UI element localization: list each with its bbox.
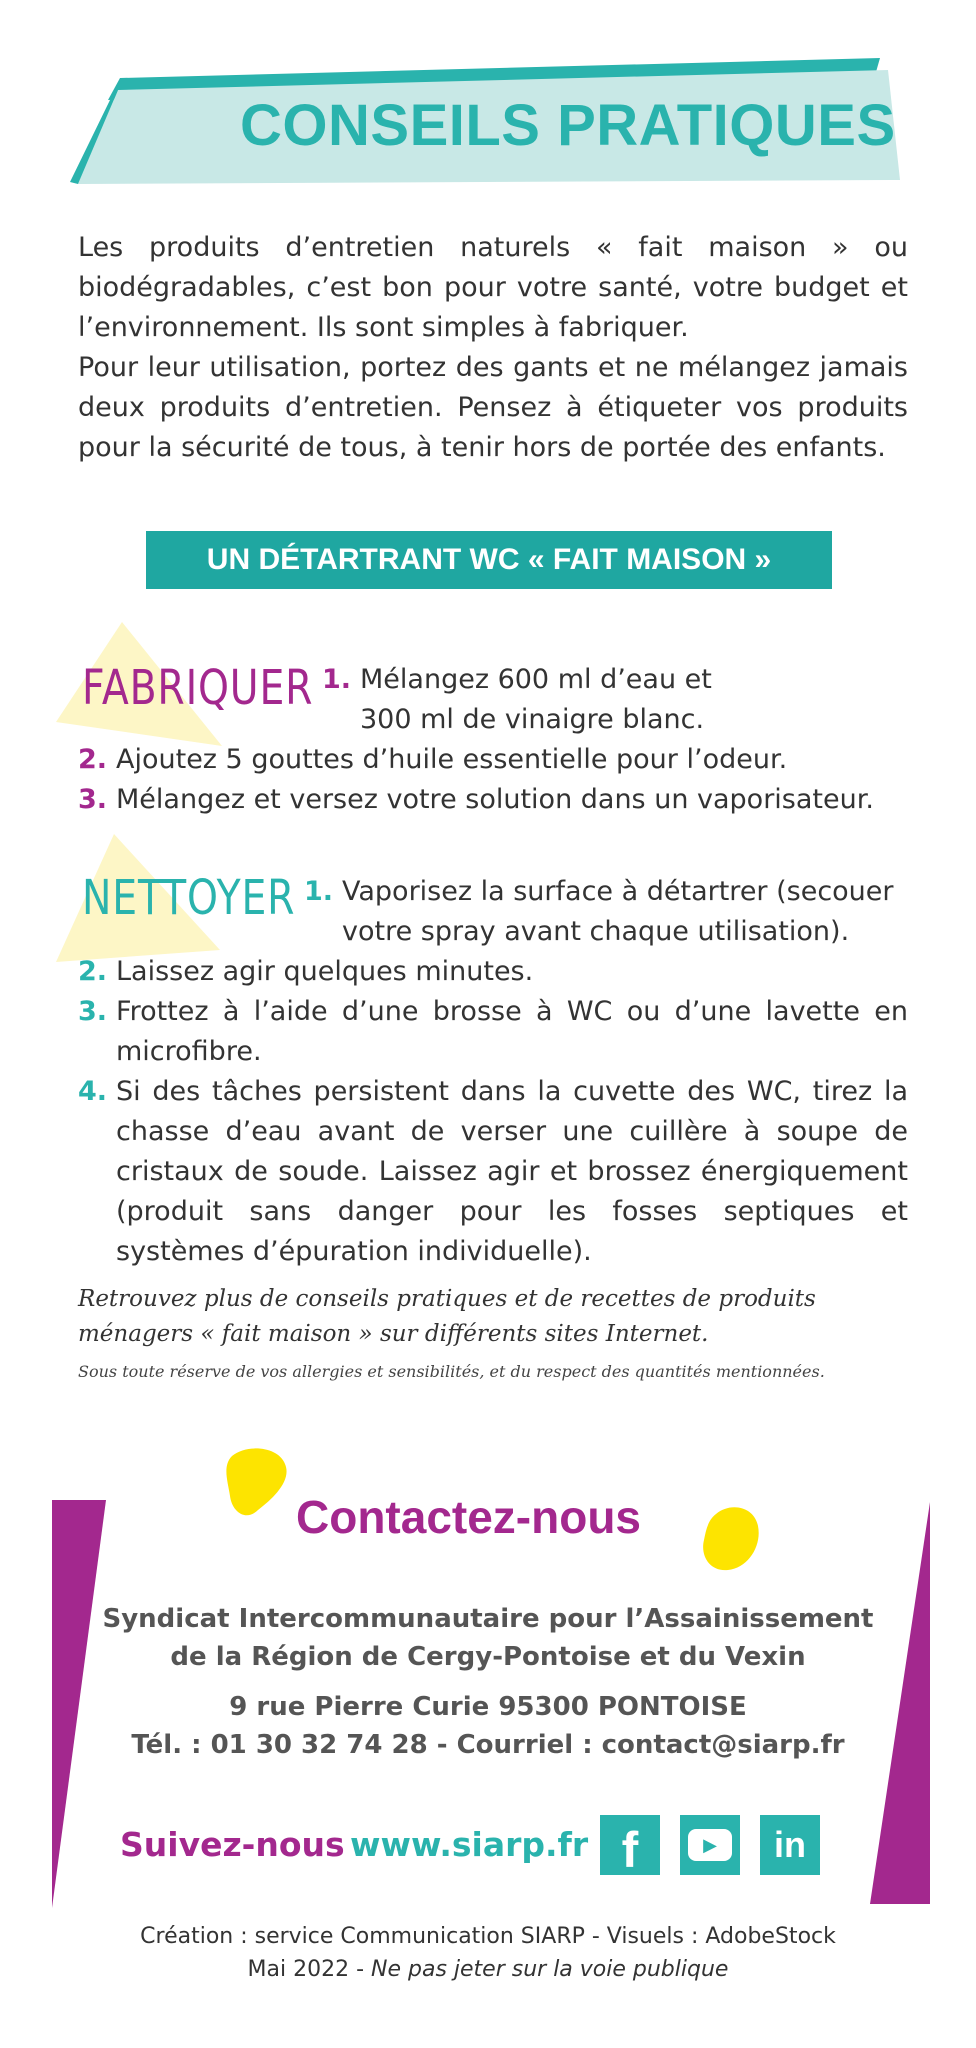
contact-details — [100, 1688, 876, 1764]
contact-title: Contactez-nous — [296, 1491, 641, 1543]
facebook-glyph: f — [621, 1822, 639, 1878]
follow-us-label: Suivez-nous — [120, 1825, 345, 1864]
more-info-note: Retrouvez plus de conseils pratiques et de recettes de produits ménagers « fait maison » sur différents sites Internet. — [78, 1286, 816, 1347]
step-text-line1: Vaporisez la surface à détartrer (secouer — [342, 876, 894, 907]
youtube-glyph: ▶ — [703, 1834, 717, 1856]
nettoyer-heading: NETTOYER — [82, 870, 296, 926]
step-number: 1. — [304, 876, 334, 907]
recipe-title: UN DÉTARTRANT WC « FAIT MAISON » — [206, 543, 772, 576]
intro-text — [78, 228, 908, 468]
fabriquer-step-1-continued — [360, 700, 880, 740]
fabriquer-step-2 — [78, 740, 918, 780]
step-number: 1. — [322, 664, 352, 695]
date-notice-line — [80, 1953, 896, 1986]
disclaimer-note: Sous toute réserve de vos allergies et sensibilités, et du respect des quantités mentionnées. — [78, 1362, 825, 1381]
address: 9 rue Pierre Curie 95300 PONTOISE — [229, 1692, 747, 1722]
nettoyer-step-4 — [78, 1072, 908, 1272]
publication-date: Mai 2022 - — [247, 1957, 372, 1982]
linkedin-icon[interactable] — [760, 1815, 820, 1875]
step-text-line2: votre spray avant chaque utilisation). — [342, 916, 850, 947]
step-text: Laissez agir quelques minutes. — [116, 956, 534, 987]
step-text-line1: Mélangez 600 ml d’eau et — [360, 664, 712, 695]
youtube-badge — [688, 1829, 732, 1861]
youtube-icon[interactable] — [680, 1815, 740, 1875]
step-number: 4. — [78, 1076, 108, 1107]
step-number: 3. — [78, 996, 108, 1027]
intro-paragraph-2: Pour leur utilisation, portez des gants et ne mélangez jamais deux produits d’entretien. Pensez à étiqueter vos produits pour la sécurité de tous, à tenir hors de portée des enfants. — [78, 352, 908, 463]
website-link[interactable]: www.siarp.fr — [350, 1825, 589, 1864]
nettoyer-step-1 — [304, 872, 904, 912]
step-number: 3. — [78, 784, 108, 815]
fabriquer-step-3 — [78, 780, 938, 820]
nettoyer-step-3 — [78, 992, 908, 1072]
intro-paragraph-1: Les produits d’entretien naturels « fait maison » ou biodégradables, c’est bon pour votre santé, votre budget et l’environnement. Ils sont simples à fabriquer. — [78, 232, 908, 343]
step-number: 2. — [78, 956, 108, 987]
organization-name — [100, 1600, 876, 1676]
linkedin-glyph: in — [774, 1824, 806, 1865]
org-line-2: de la Région de Cergy-Pontoise et du Vexin — [170, 1642, 806, 1672]
recipe-title-banner — [146, 531, 832, 589]
step-text: Si des tâches persistent dans la cuvette des WC, tirez la chasse d’eau avant de verser une cuillère à soupe de cristaux de soude. Laissez agir et brossez énergiquement (produit sans danger pour les fosses septiques et systèmes d’épuration individuelle). — [116, 1076, 908, 1267]
phone-email: Tél. : 01 30 32 74 28 - Courriel : contact@siarp.fr — [131, 1730, 845, 1760]
nettoyer-step-1-continued — [342, 912, 902, 952]
disposal-notice: Ne pas jeter sur la voie publique — [371, 1957, 729, 1982]
step-text: Ajoutez 5 gouttes d’huile essentielle pour l’odeur. — [116, 744, 788, 775]
footer-credits — [80, 1920, 896, 1986]
org-line-1: Syndicat Intercommunautaire pour l’Assainissement — [102, 1604, 874, 1634]
step-text: Mélangez et versez votre solution dans un vaporisateur. — [116, 784, 874, 815]
facebook-icon[interactable] — [600, 1815, 660, 1878]
fabriquer-heading: FABRIQUER — [82, 660, 314, 716]
credits-line: Création : service Communication SIARP - Visuels : AdobeStock — [140, 1924, 836, 1949]
fabriquer-step-1 — [322, 660, 882, 700]
step-number: 2. — [78, 744, 108, 775]
step-text: Frottez à l’aide d’une brosse à WC ou d’une lavette en microfibre. — [116, 996, 908, 1067]
nettoyer-step-2 — [78, 952, 918, 992]
page-title: CONSEILS PRATIQUES — [240, 93, 896, 158]
step-text-line2: 300 ml de vinaigre blanc. — [360, 704, 705, 735]
